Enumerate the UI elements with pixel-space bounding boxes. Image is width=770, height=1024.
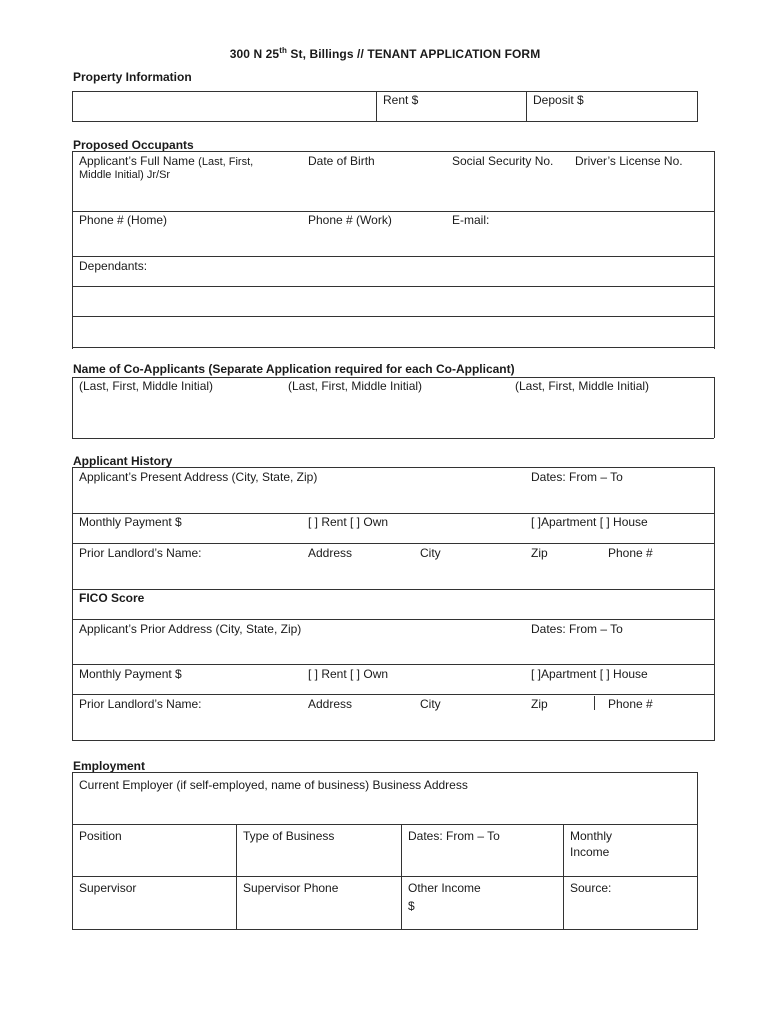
landlord-city-label-2: City — [420, 697, 441, 711]
landlord-address-label: Address — [308, 546, 353, 560]
present-dates-label: Dates: From – To — [531, 470, 623, 484]
landlord-city-label: City — [420, 546, 441, 560]
supervisor-label: Supervisor — [79, 881, 137, 895]
occupants-heading: Proposed Occupants — [73, 138, 194, 152]
position-label: Position — [79, 829, 122, 843]
form-title: 300 N 25th St, Billings // TENANT APPLICATION FORM — [229, 46, 541, 61]
present-address-label: Applicant’s Present Address (City, State, Zip) — [79, 470, 318, 484]
full-name-hint: Middle Initial) Jr/Sr — [79, 169, 171, 181]
landlord-phone-label: Phone # — [608, 546, 653, 560]
rent-label: Rent $ — [383, 93, 419, 107]
phone-home-label: Phone # (Home) — [79, 213, 168, 227]
dependants-field-1[interactable] — [75, 289, 711, 314]
property-heading: Property Information — [73, 70, 192, 84]
prior-address-label: Applicant’s Prior Address (City, State, Zip) — [79, 622, 302, 636]
full-name-label: Applicant’s Full Name (Last, First, — [79, 154, 254, 168]
monthly-payment-label: Monthly Payment $ — [79, 515, 182, 529]
history-heading: Applicant History — [73, 454, 173, 468]
monthly-income-label-2: Income — [570, 845, 610, 859]
prior-landlord-label-2: Prior Landlord’s Name: — [79, 697, 202, 711]
coapplicants-heading: Name of Co-Applicants (Separate Application required for each Co-Applicant) — [73, 362, 515, 376]
dependants-field-2[interactable] — [75, 319, 711, 344]
ssn-label: Social Security No. — [452, 154, 554, 168]
other-income-label: Other Income — [408, 881, 481, 895]
rent-own-checkboxes[interactable]: [ ] Rent [ ] Own — [308, 515, 389, 529]
landlord-phone-label-2: Phone # — [608, 697, 653, 711]
property-address-field[interactable] — [77, 94, 373, 120]
phone-work-label: Phone # (Work) — [308, 213, 392, 227]
coapplicant-1-label: (Last, First, Middle Initial) — [79, 379, 214, 393]
other-income-dollar: $ — [408, 899, 415, 913]
monthly-income-label: Monthly — [570, 829, 613, 843]
fico-score-label: FICO Score — [79, 591, 145, 605]
prior-dates-label: Dates: From – To — [531, 622, 623, 636]
current-employer-label: Current Employer (if self-employed, name of business) Business Address — [79, 778, 468, 792]
landlord-zip-label-2: Zip — [531, 697, 548, 711]
employment-heading: Employment — [73, 759, 146, 773]
deposit-label: Deposit $ — [533, 93, 584, 107]
landlord-zip-label: Zip — [531, 546, 548, 560]
employment-dates-label: Dates: From – To — [408, 829, 500, 843]
monthly-payment-label-2: Monthly Payment $ — [79, 667, 182, 681]
rent-own-checkboxes-2[interactable]: [ ] Rent [ ] Own — [308, 667, 389, 681]
rent-field[interactable] — [380, 108, 524, 120]
dob-label: Date of Birth — [308, 154, 375, 168]
type-of-business-label: Type of Business — [243, 829, 335, 843]
supervisor-phone-label: Supervisor Phone — [243, 881, 339, 895]
coapplicant-3-label: (Last, First, Middle Initial) — [515, 379, 650, 393]
apartment-house-checkboxes-2[interactable]: [ ]Apartment [ ] House — [531, 667, 648, 681]
deposit-field[interactable] — [530, 108, 695, 120]
coapplicant-2-label: (Last, First, Middle Initial) — [288, 379, 423, 393]
income-source-label: Source: — [570, 881, 612, 895]
apartment-house-checkboxes[interactable]: [ ]Apartment [ ] House — [531, 515, 648, 529]
drivers-license-label: Driver’s License No. — [575, 154, 683, 168]
landlord-address-label-2: Address — [308, 697, 353, 711]
dependants-label: Dependants: — [79, 259, 148, 273]
email-label: E-mail: — [452, 213, 490, 227]
prior-landlord-label: Prior Landlord’s Name: — [79, 546, 202, 560]
